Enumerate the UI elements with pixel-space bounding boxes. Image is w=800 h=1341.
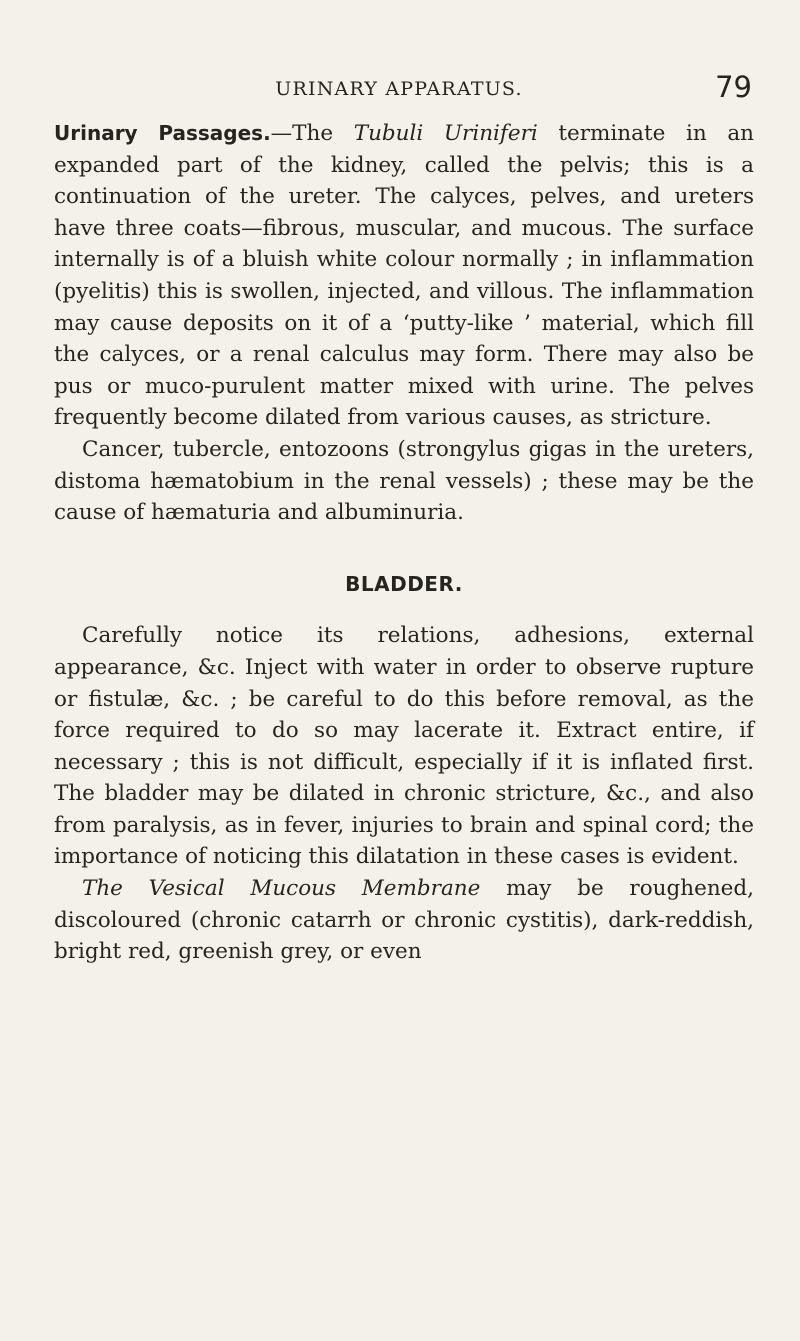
- urinary-passages-heading: Urinary Passages.: [54, 121, 271, 145]
- cancer-paragraph: Cancer, tubercle, entozoons (strongylus gigas in the ureters, distoma hæmatobium in the renal vessels) ; these may be the cause of hæmaturia and albuminuria.: [54, 436, 754, 526]
- running-head: [46, 70, 752, 110]
- bladder-paragraph-2: [54, 873, 754, 968]
- urinary-passages-paragraph: [54, 118, 754, 434]
- urinary-passages-text: terminate in an expanded part of the kidney, called the pelvis; this is a continuation of the ureter. The calyces, pelves, and ureters have three coats—fibrous, muscular, and mucous. The surface internally is of a bluish white colour normally ; in inflammation (pyelitis) this is swollen, injected, and villous. The inflammation may cause deposits on it of a ‘putty-like ’ material, which fill the calyces, or a renal calculus may form. There may also be pus or muco-purulent matter mixed with urine. The pelves frequently become dilated from various causes, as stricture.: [54, 121, 755, 431]
- bladder-paragraph-2-text: may be roughened, discoloured (chronic catarrh or chronic cystitis), dark-reddish, bright red, greenish grey, or even: [54, 876, 754, 965]
- tubuli-uriniferi-term: Tubuli Uriniferi: [353, 121, 538, 146]
- urinary-passages-dash: —: [270, 121, 293, 146]
- bladder-paragraph-1: Carefully notice its relations, adhesions, external appearance, &c. Inject with water in order to observe rupture or fistulæ, &c. ; be careful to do this before removal, as the force required to do so may lacerate it. Extract entire, if necessary ; this is not difficult, especially if it is inflated first. The bladder may be dilated in chronic stricture, &c., and also from paralysis, as in fever, injuries to brain and spinal cord; the importance of noticing this dilatation in these cases is evident.: [54, 623, 754, 870]
- running-title: URINARY APPARATUS.: [275, 78, 523, 100]
- urinary-passages-article: The: [292, 121, 354, 146]
- vesical-mucous-membrane-term: The Vesical Mucous Membrane: [82, 876, 481, 902]
- body-text: [54, 118, 754, 968]
- page-number: 79: [715, 70, 752, 104]
- bladder-heading: BLADDER.: [345, 571, 463, 596]
